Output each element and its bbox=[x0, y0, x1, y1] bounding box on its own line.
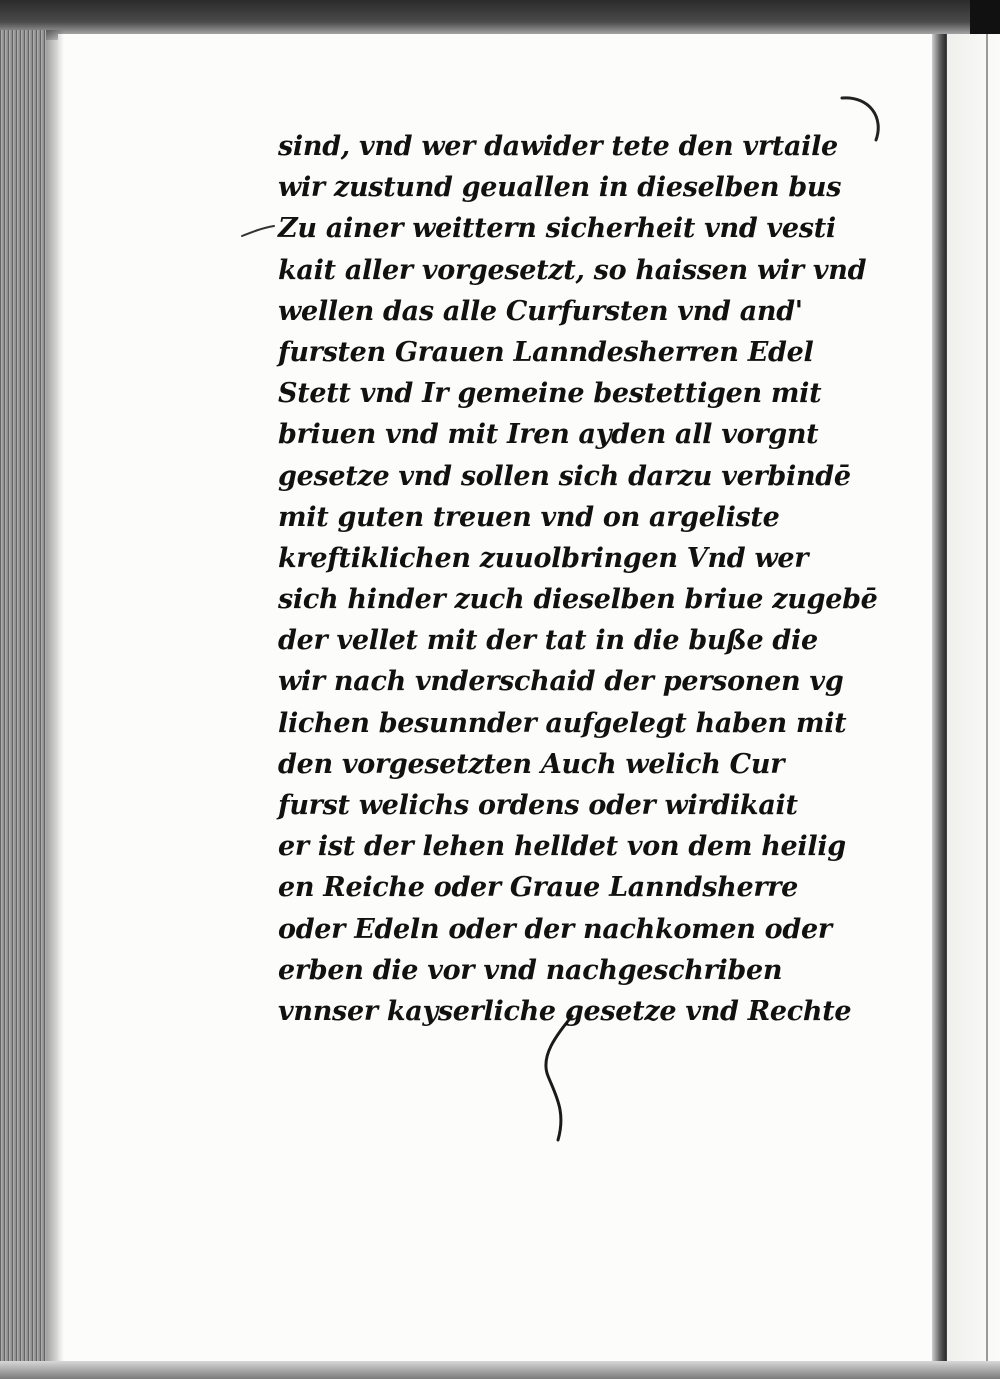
text-line: wellen das alle Curfursten vnd and' bbox=[278, 295, 803, 327]
text-line: lichen besunnder aufgelegt haben mit bbox=[278, 707, 847, 739]
text-line: er ist der lehen helldet von dem heilig bbox=[278, 831, 846, 863]
text-line: den vorgesetzten Auch welich Cur bbox=[278, 748, 785, 780]
text-line: kreftiklichen zuuolbringen Vnd wer bbox=[278, 542, 809, 574]
text-line: kait aller vorgesetzt, so haissen wir vnd bbox=[278, 254, 867, 286]
scanner-frame-bottom bbox=[0, 1361, 1000, 1379]
text-line: gesetze vnd sollen sich darzu verbindē bbox=[278, 460, 851, 492]
text-line: furst welichs ordens oder wirdikait bbox=[278, 790, 798, 821]
text-line: vnnser kayserliche gesetze vnd Rechte bbox=[278, 995, 852, 1027]
text-line: wir nach vnderschaid der personen vg bbox=[278, 666, 844, 698]
text-line: sind, vnd wer dawider tete den vrtaile bbox=[278, 131, 838, 162]
text-line: der vellet mit der tat in die buße die bbox=[278, 625, 818, 657]
text-line: en Reiche oder Graue Lanndsherre bbox=[278, 872, 799, 904]
binding-shadow bbox=[46, 30, 64, 1370]
book-gutter bbox=[932, 34, 946, 1370]
text-line: Zu ainer weittern sicherheit vnd vesti bbox=[278, 213, 836, 245]
adjacent-leaf-edge bbox=[986, 34, 988, 1370]
text-line: mit guten treuen vnd on argeliste bbox=[278, 501, 780, 533]
book-page-edges bbox=[0, 30, 46, 1370]
adjacent-leaf bbox=[946, 34, 1000, 1370]
text-line: Stett vnd Ir gemeine bestettigen mit bbox=[278, 378, 822, 410]
scanner-frame-corner bbox=[970, 0, 1000, 34]
text-line: sich hinder zuch dieselben briue zugebē bbox=[278, 584, 878, 616]
text-line: oder Edeln oder der nachkomen oder bbox=[278, 913, 832, 945]
text-line: fursten Grauen Lanndesherren Edel bbox=[278, 336, 814, 368]
text-line: wir zustund geuallen in dieselben bus bbox=[278, 172, 842, 204]
text-line: briuen vnd mit Iren ayden all vorgnt bbox=[278, 419, 819, 451]
manuscript-text bbox=[278, 126, 918, 1032]
text-line: erben die vor vnd nachgeschriben bbox=[278, 954, 783, 986]
